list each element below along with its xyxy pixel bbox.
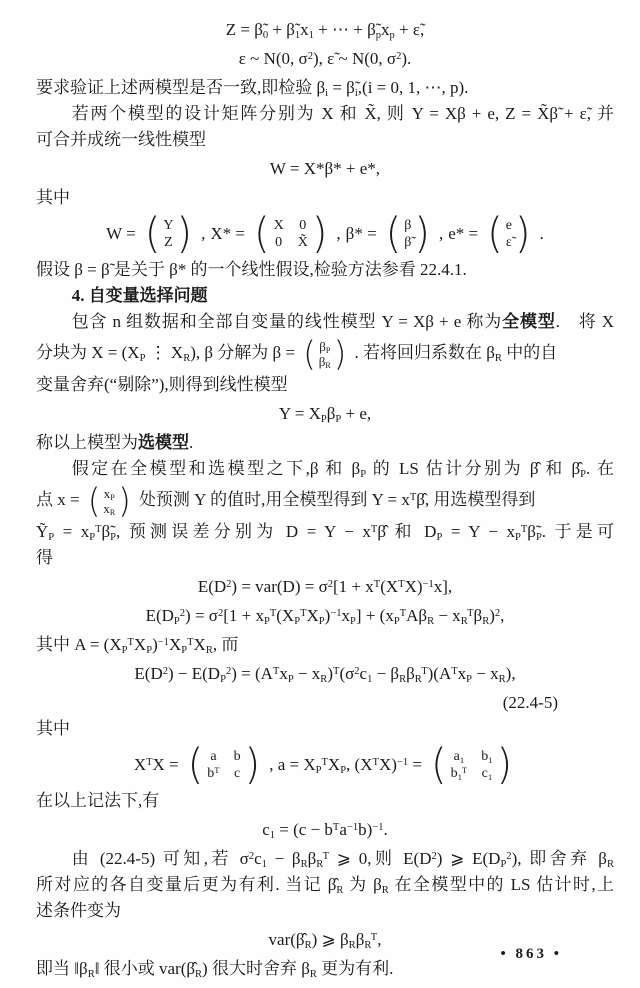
left-paren: ( — [253, 209, 270, 259]
matrix-x-top: $x_P$ — [103, 486, 115, 503]
cell: $c_1$ — [481, 766, 493, 782]
matrix-betastar-label: β* = — [345, 224, 377, 243]
cell: b — [233, 749, 241, 765]
right-paren: ) — [118, 480, 131, 521]
right-paren: ) — [244, 741, 261, 790]
formula-var-condition: $var(\betâ_R)$ ⩾ $\beta_R\beta_R^T$, — [268, 930, 382, 952]
matrix-xtx-inverse — [430, 741, 513, 790]
matrix-betastar-bottom: β̃ — [404, 235, 412, 250]
text-segment: . 若将回归系数在 $\beta_R$ 中的自 — [354, 343, 558, 364]
page-number: • 863 • — [500, 946, 562, 962]
matrix-xtx — [187, 741, 262, 790]
label-qizhong-2: 其中 — [36, 719, 70, 739]
paragraph-conclusion-3: 述条件变为 — [36, 901, 121, 921]
right-paren: ) — [333, 333, 347, 374]
left-paren: ( — [144, 209, 161, 259]
text-segment: 分块为 $X = (X_P$ ⋮ $X_R$), β 分解为 β = — [36, 343, 296, 364]
left-paren: ( — [187, 741, 204, 790]
paragraph-predict-point — [36, 480, 614, 521]
matrix-estar-bottom: ε̃ — [505, 235, 512, 250]
matrix-estar — [486, 209, 531, 259]
left-paren: ( — [487, 209, 503, 259]
matrix-estar-top: e — [505, 218, 512, 233]
left-paren: ( — [430, 741, 447, 790]
cell: $b^T$ — [207, 765, 220, 782]
matrix-beta-top: $\beta_P$ — [319, 339, 331, 356]
left-paren: ( — [303, 333, 316, 374]
formula-ed-difference: $E(D^2) - E(D_P^2) = (A^Tx_P - x_R)^T(\sigma^2c_1 - \beta_R\beta_R^T)(A^Tx_P - x_R)$, — [134, 664, 516, 686]
formula-c1: $c_1 = (c - b^Ta^{-1}b)^{-1}$. — [262, 820, 388, 842]
paragraph-design-matrices: 若两个模型的设计矩阵分别为 X 和 X̃, 则 Y = Xβ + e, Z = X̃β̃ + ε̃, 并 — [71, 104, 614, 123]
paragraph-ls-estimates: 假定在全模型和选模型之下,β 和 $\beta_P$ 的 LS 估计分别为 β̂ 和 $\betâ_P$. 在 — [71, 459, 614, 481]
matrix-x-bottom: $x_R$ — [103, 501, 116, 518]
matrix-x-partition — [87, 480, 132, 521]
paragraph-conclusion-2: 所对应的各自变量后更为有利. 当记 $\betâ_R$ 为 $\beta_R$ 在全模型中的 LS 估计时,上 — [36, 875, 614, 897]
paragraph-notation: 在以上记法下,有 — [36, 791, 160, 811]
paragraph-full-model: 包含 n 组数据和全部自变量的线性模型 Y = Xβ + e 称为全模型. 将 X — [71, 312, 615, 331]
paragraph-final-remark: 即当 $‖\beta_R‖$ 很小或 $var(\betâ_R)$ 很大时舍弃 $\beta_R$ 更为有利. — [36, 959, 394, 981]
cell: $b_1^T$ — [450, 765, 468, 782]
matrix-beta-bottom: $\beta_R$ — [318, 354, 331, 371]
matrix-xtx-inverse-label: , $a = X_P^TX_P$, $(X^TX)^{-1}$ = — [269, 755, 422, 777]
separator: , — [201, 224, 206, 243]
cell: 0 — [275, 235, 283, 250]
cell: X — [273, 218, 284, 233]
matrix-xstar — [253, 209, 328, 259]
formula-w-model: W = X*β* + e*, — [269, 159, 381, 178]
paragraph-verify-models: 要求验证上述两模型是否一致,即检验 $\beta_i$ = $\betã_i,(i = 0$, 1, ⋯, p). — [36, 78, 469, 99]
formula-selected-model: $Y = X_P\beta_P + e$, — [278, 404, 372, 426]
paragraph-a-definition: 其中 $A = (X_P^TX_P)^{-1}X_P^TX_R$, 而 — [36, 635, 239, 657]
paragraph-call-selected-model: 称以上模型为选模型. — [36, 433, 194, 453]
right-paren: ) — [311, 209, 328, 259]
text-segment: 点 x = — [36, 490, 80, 510]
matrix-xtx-label: $X^TX$ = — [133, 755, 179, 775]
matrix-xtx-row — [36, 741, 614, 790]
cell: $a_1$ — [453, 749, 465, 765]
text-segment: 处预测 Y 的值时,用全模型得到 $Y = x^T\betâ$, 用选模型得到 — [138, 490, 536, 510]
formula-ed2: $E(D^2) = var(D) = \sigma^2[1 + x^T(X^TX)^{-1}x]$, — [197, 577, 453, 597]
separator: . — [539, 224, 544, 243]
right-paren: ) — [176, 209, 193, 259]
formula-error-dist: ε ~ N(0, $\sigma^2$), ε̃ ~ N(0, $\sigma^2$). — [238, 49, 412, 68]
right-paren: ) — [496, 741, 513, 790]
matrix-estar-label: e* = — [448, 224, 479, 243]
separator: , — [336, 224, 341, 243]
left-paren: ( — [385, 209, 402, 259]
formula-z-model: $Z = \betã_0$ + $\betã_1x_1$ + ⋯ + $\betã_px_p$ + ε̃, — [225, 20, 425, 41]
right-paren: ) — [514, 209, 531, 259]
paragraph-prediction-errors: Ỹ$_P$ = $x_P^T\betã_P$, 预测误差分别为 $D = Y - x^T\betâ$ 和 $D_P = Y$ − $x_P^T\betã_P$. 于是可 — [36, 522, 615, 544]
section-heading-variable-selection: 4. 自变量选择问题 — [71, 286, 208, 305]
label-qizhong-1: 其中 — [36, 188, 70, 207]
matrix-definitions-row — [36, 209, 614, 259]
matrix-betastar — [385, 209, 431, 259]
cell: c — [233, 766, 241, 782]
matrix-w — [144, 209, 193, 259]
cell: $b_1$ — [481, 749, 493, 765]
separator: , — [439, 224, 444, 243]
cell: X̃ — [297, 235, 308, 250]
matrix-beta-partition — [302, 333, 347, 374]
paragraph-conclusion-1: 由 (22.4-5) 可知,若 $\sigma^2c_1 - \beta_R\beta_R^T$ ⩾ 0,则 $E(D^2)$ ⩾ $E(D_P^2)$, 即舍弃 $\beta_R$ — [71, 849, 614, 871]
left-paren: ( — [87, 480, 101, 521]
formula-edp2: $E(D_P^2) = \sigma^2[1 + x_P^T(X_P^TX_P)^{-1}x_P] + (x_P^TA\beta_R - x_R^T\beta_R)^2$, — [145, 606, 505, 628]
paragraph-de: 得 — [36, 548, 53, 568]
matrix-w-bottom: Z — [164, 235, 173, 250]
matrix-w-top: Y — [163, 218, 174, 233]
matrix-xstar-label: X* = — [210, 224, 245, 243]
cell: a — [210, 749, 217, 765]
paragraph-merge-model: 可合并成统一线性模型 — [36, 130, 206, 149]
matrix-betastar-top: β — [404, 218, 412, 233]
right-paren: ) — [414, 209, 431, 259]
paragraph-partition-beta — [36, 333, 614, 374]
paragraph-linear-hypothesis: 假设 β = β̃ 是关于 β* 的一个线性假设,检验方法参看 22.4.1. — [36, 260, 467, 279]
equation-number: (22.4-5) — [502, 693, 558, 713]
matrix-w-label: W = — [106, 224, 136, 243]
paragraph-discard-variables: 变量舍弃(“剔除”),则得到线性模型 — [36, 375, 288, 395]
cell: 0 — [299, 218, 307, 233]
